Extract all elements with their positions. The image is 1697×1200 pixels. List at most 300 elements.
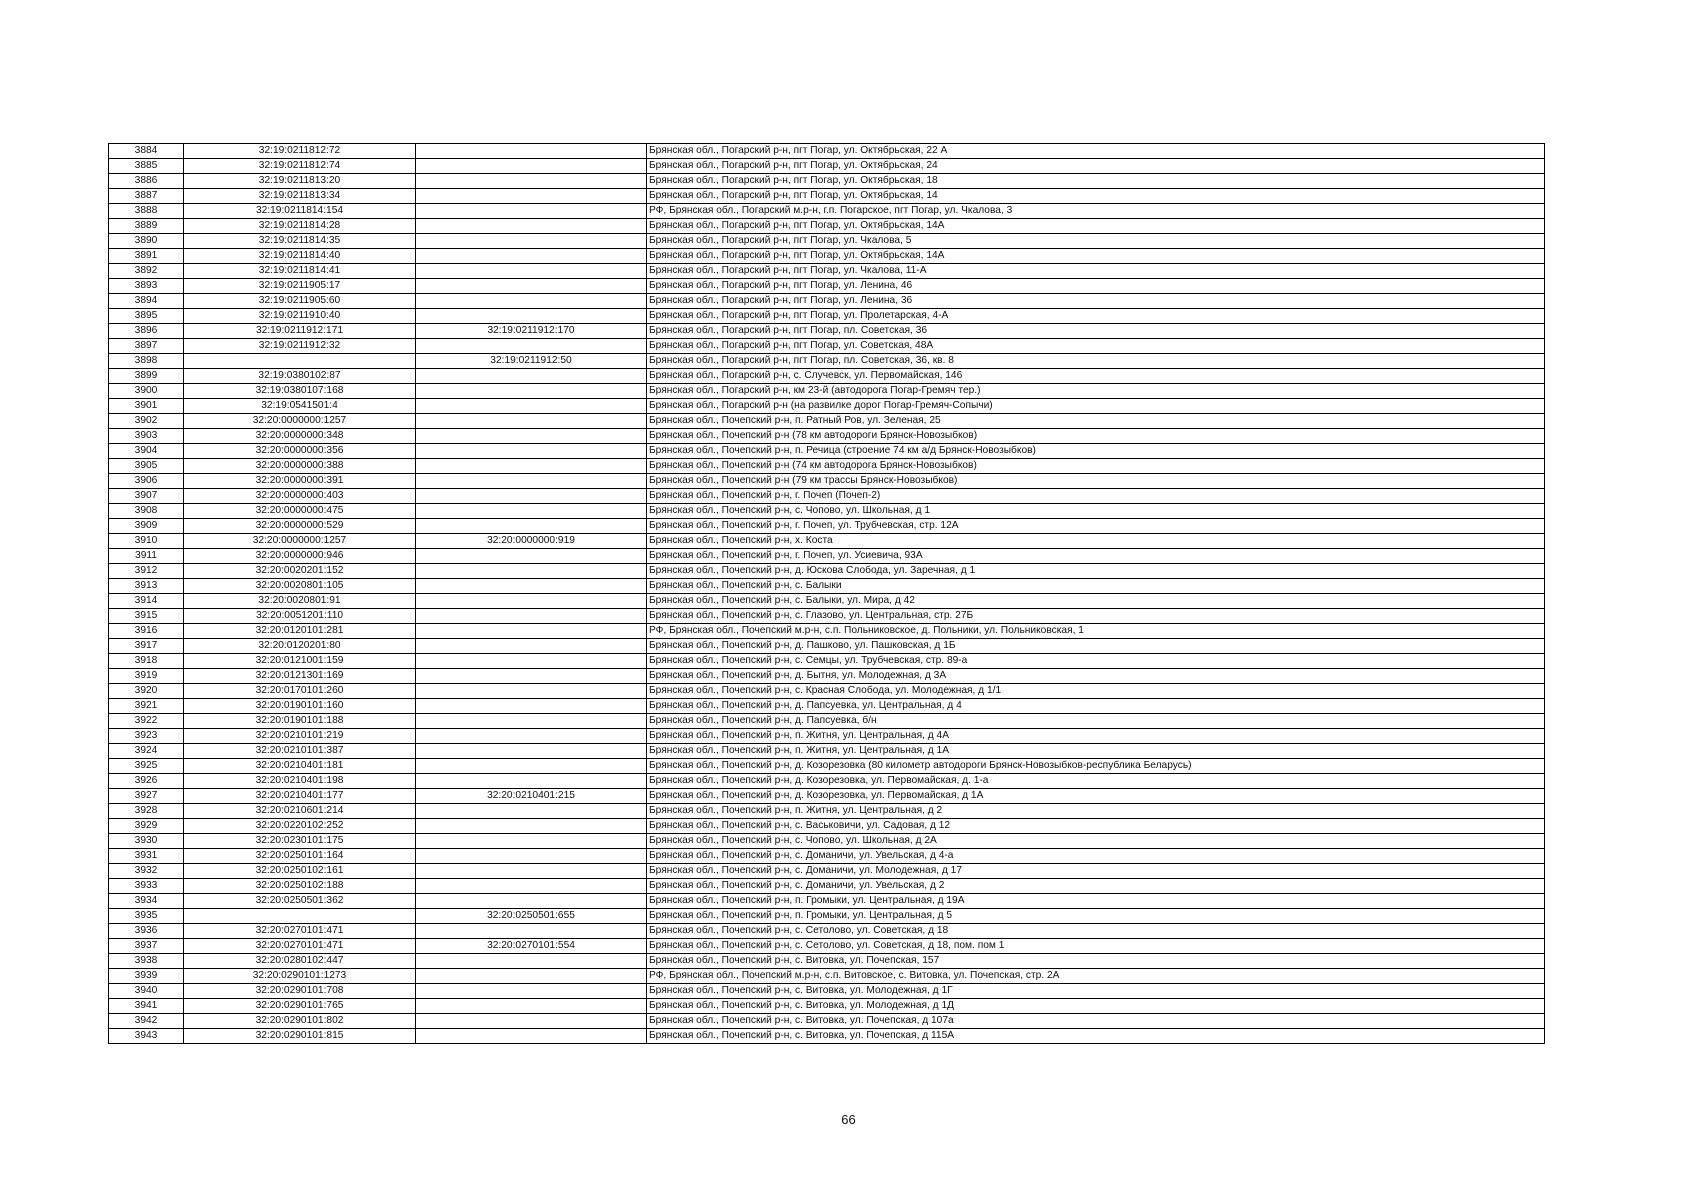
address-cell: Брянская обл., Погарский р-н, пгт Погар, пл. Советская, 36, кв. 8 — [647, 354, 1545, 369]
address-cell: Брянская обл., Почепский р-н, с. Витовка, ул. Почепская, д 107а — [647, 1014, 1545, 1029]
cadastral-number-cell: 32:20:0210101:387 — [184, 744, 416, 759]
table-row — [109, 879, 1545, 894]
row-number-cell: 3920 — [109, 684, 184, 699]
cadastral-number-cell — [184, 354, 416, 369]
related-cadastral-number-cell — [416, 624, 647, 639]
row-number-cell: 3928 — [109, 804, 184, 819]
table-row — [109, 159, 1545, 174]
address-cell: Брянская обл., Почепский р-н, с. Балыки — [647, 579, 1545, 594]
cadastral-number-cell: 32:19:0211812:74 — [184, 159, 416, 174]
row-number-cell: 3941 — [109, 999, 184, 1014]
address-cell: Брянская обл., Почепский р-н, д. Козорезовка (80 километр автодороги Брянск-Новозыбков-республика Беларусь) — [647, 759, 1545, 774]
cadastral-number-cell: 32:20:0290101:708 — [184, 984, 416, 999]
related-cadastral-number-cell: 32:19:0211912:50 — [416, 354, 647, 369]
address-cell: Брянская обл., Погарский р-н, пгт Погар, ул. Октябрьская, 18 — [647, 174, 1545, 189]
related-cadastral-number-cell — [416, 999, 647, 1014]
table-row — [109, 354, 1545, 369]
table-row — [109, 999, 1545, 1014]
table-row — [109, 774, 1545, 789]
address-cell: Брянская обл., Почепский р-н, с. Балыки, ул. Мира, д 42 — [647, 594, 1545, 609]
row-number-cell: 3907 — [109, 489, 184, 504]
related-cadastral-number-cell — [416, 279, 647, 294]
row-number-cell: 3942 — [109, 1014, 184, 1029]
address-cell: Брянская обл., Почепский р-н, п. Громыки, ул. Центральная, д 5 — [647, 909, 1545, 924]
related-cadastral-number-cell — [416, 294, 647, 309]
address-cell: Брянская обл., Почепский р-н, п. Громыки, ул. Центральная, д 19А — [647, 894, 1545, 909]
cadastral-number-cell: 32:20:0210401:198 — [184, 774, 416, 789]
row-number-cell: 3937 — [109, 939, 184, 954]
related-cadastral-number-cell — [416, 489, 647, 504]
cadastral-number-cell: 32:19:0211814:41 — [184, 264, 416, 279]
table-row — [109, 924, 1545, 939]
row-number-cell: 3913 — [109, 579, 184, 594]
row-number-cell: 3888 — [109, 204, 184, 219]
cadastral-number-cell: 32:20:0020801:91 — [184, 594, 416, 609]
row-number-cell: 3892 — [109, 264, 184, 279]
cadastral-number-cell: 32:19:0541501:4 — [184, 399, 416, 414]
related-cadastral-number-cell — [416, 369, 647, 384]
cadastral-number-cell: 32:20:0121001:159 — [184, 654, 416, 669]
address-cell: Брянская обл., Почепский р-н, д. Бытня, ул. Молодежная, д 3А — [647, 669, 1545, 684]
address-cell: Брянская обл., Погарский р-н, пгт Погар, ул. Октябрьская, 24 — [647, 159, 1545, 174]
table-row — [109, 564, 1545, 579]
related-cadastral-number-cell — [416, 729, 647, 744]
address-cell: Брянская обл., Погарский р-н, пгт Погар, пл. Советская, 36 — [647, 324, 1545, 339]
related-cadastral-number-cell — [416, 159, 647, 174]
row-number-cell: 3906 — [109, 474, 184, 489]
cadastral-number-cell: 32:20:0020801:105 — [184, 579, 416, 594]
address-cell: Брянская обл., Погарский р-н, пгт Погар, ул. Октябрьская, 14А — [647, 219, 1545, 234]
related-cadastral-number-cell — [416, 189, 647, 204]
related-cadastral-number-cell — [416, 609, 647, 624]
cadastral-number-cell: 32:20:0290101:765 — [184, 999, 416, 1014]
cadastral-number-cell: 32:20:0250102:188 — [184, 879, 416, 894]
row-number-cell: 3921 — [109, 699, 184, 714]
row-number-cell: 3936 — [109, 924, 184, 939]
related-cadastral-number-cell — [416, 414, 647, 429]
related-cadastral-number-cell — [416, 594, 647, 609]
row-number-cell: 3943 — [109, 1029, 184, 1044]
table-row — [109, 549, 1545, 564]
cadastral-number-cell: 32:20:0000000:475 — [184, 504, 416, 519]
table-row — [109, 1029, 1545, 1044]
table-row — [109, 414, 1545, 429]
row-number-cell: 3923 — [109, 729, 184, 744]
address-cell: Брянская обл., Почепский р-н, д. Пашково, ул. Пашковская, д 1Б — [647, 639, 1545, 654]
cadastral-number-cell: 32:20:0210601:214 — [184, 804, 416, 819]
cadastral-number-cell: 32:19:0380102:87 — [184, 369, 416, 384]
related-cadastral-number-cell — [416, 744, 647, 759]
related-cadastral-number-cell — [416, 804, 647, 819]
row-number-cell: 3902 — [109, 414, 184, 429]
address-cell: Брянская обл., Почепский р-н, с. Чопово, ул. Школьная, д 1 — [647, 504, 1545, 519]
cadastral-number-cell: 32:20:0270101:471 — [184, 939, 416, 954]
address-cell: РФ, Брянская обл., Погарский м.р-н, г.п. Погарское, пгт Погар, ул. Чкалова, 3 — [647, 204, 1545, 219]
table-row — [109, 144, 1545, 159]
address-cell: Брянская обл., Почепский р-н, п. Речица (строение 74 км а/д Брянск-Новозыбков) — [647, 444, 1545, 459]
address-cell: Брянская обл., Погарский р-н, с. Случевск, ул. Первомайская, 146 — [647, 369, 1545, 384]
cadastral-number-cell: 32:19:0211814:35 — [184, 234, 416, 249]
cadastral-number-cell: 32:19:0211813:34 — [184, 189, 416, 204]
related-cadastral-number-cell — [416, 984, 647, 999]
cadastral-number-cell: 32:19:0211905:17 — [184, 279, 416, 294]
row-number-cell: 3918 — [109, 654, 184, 669]
related-cadastral-number-cell — [416, 519, 647, 534]
address-cell: Брянская обл., Почепский р-н, с. Доманичи, ул. Увельская, д 2 — [647, 879, 1545, 894]
registry-table — [108, 143, 1545, 1044]
related-cadastral-number-cell — [416, 339, 647, 354]
address-cell: Брянская обл., Почепский р-н, с. Витовка, ул. Молодежная, д 1Д — [647, 999, 1545, 1014]
cadastral-number-cell: 32:19:0211814:28 — [184, 219, 416, 234]
row-number-cell: 3930 — [109, 834, 184, 849]
cadastral-number-cell: 32:20:0190101:160 — [184, 699, 416, 714]
address-cell: Брянская обл., Почепский р-н, г. Почеп, ул. Трубчевская, стр. 12А — [647, 519, 1545, 534]
row-number-cell: 3910 — [109, 534, 184, 549]
table-row — [109, 324, 1545, 339]
related-cadastral-number-cell — [416, 429, 647, 444]
address-cell: Брянская обл., Почепский р-н, п. Житня, ул. Центральная, д 1А — [647, 744, 1545, 759]
address-cell: Брянская обл., Почепский р-н, с. Сетолово, ул. Советская, д 18, пом. пом 1 — [647, 939, 1545, 954]
table-row — [109, 669, 1545, 684]
table-row — [109, 939, 1545, 954]
row-number-cell: 3917 — [109, 639, 184, 654]
table-row — [109, 984, 1545, 999]
row-number-cell: 3911 — [109, 549, 184, 564]
table-row — [109, 219, 1545, 234]
table-row — [109, 729, 1545, 744]
address-cell: Брянская обл., Погарский р-н, пгт Погар, ул. Октябрьская, 14А — [647, 249, 1545, 264]
cadastral-number-cell: 32:20:0000000:391 — [184, 474, 416, 489]
address-cell: Брянская обл., Почепский р-н (79 км трассы Брянск-Новозыбков) — [647, 474, 1545, 489]
row-number-cell: 3904 — [109, 444, 184, 459]
cadastral-number-cell: 32:20:0230101:175 — [184, 834, 416, 849]
row-number-cell: 3932 — [109, 864, 184, 879]
row-number-cell: 3889 — [109, 219, 184, 234]
row-number-cell: 3887 — [109, 189, 184, 204]
related-cadastral-number-cell — [416, 474, 647, 489]
table-row — [109, 819, 1545, 834]
table-row — [109, 309, 1545, 324]
row-number-cell: 3894 — [109, 294, 184, 309]
address-cell: Брянская обл., Погарский р-н, пгт Погар, ул. Октябрьская, 14 — [647, 189, 1545, 204]
cadastral-number-cell: 32:20:0250501:362 — [184, 894, 416, 909]
table-row — [109, 474, 1545, 489]
cadastral-number-cell: 32:20:0000000:403 — [184, 489, 416, 504]
row-number-cell: 3924 — [109, 744, 184, 759]
row-number-cell: 3929 — [109, 819, 184, 834]
address-cell: Брянская обл., Погарский р-н, пгт Погар, ул. Октябрьская, 22 А — [647, 144, 1545, 159]
address-cell: Брянская обл., Погарский р-н, пгт Погар, ул. Чкалова, 11-А — [647, 264, 1545, 279]
row-number-cell: 3914 — [109, 594, 184, 609]
related-cadastral-number-cell — [416, 309, 647, 324]
cadastral-number-cell: 32:20:0210401:177 — [184, 789, 416, 804]
table-row — [109, 864, 1545, 879]
row-number-cell: 3926 — [109, 774, 184, 789]
row-number-cell: 3903 — [109, 429, 184, 444]
related-cadastral-number-cell — [416, 204, 647, 219]
table-row — [109, 204, 1545, 219]
related-cadastral-number-cell — [416, 549, 647, 564]
address-cell: Брянская обл., Почепский р-н, п. Ратный Ров, ул. Зеленая, 25 — [647, 414, 1545, 429]
row-number-cell: 3898 — [109, 354, 184, 369]
address-cell: Брянская обл., Почепский р-н, д. Папсуевка, б/н — [647, 714, 1545, 729]
row-number-cell: 3890 — [109, 234, 184, 249]
table-row — [109, 609, 1545, 624]
related-cadastral-number-cell — [416, 504, 647, 519]
cadastral-number-cell: 32:19:0211812:72 — [184, 144, 416, 159]
address-cell: Брянская обл., Почепский р-н, с. Красная Слобода, ул. Молодежная, д 1/1 — [647, 684, 1545, 699]
related-cadastral-number-cell — [416, 849, 647, 864]
table-row — [109, 954, 1545, 969]
row-number-cell: 3925 — [109, 759, 184, 774]
table-row — [109, 579, 1545, 594]
address-cell: Брянская обл., Почепский р-н, с. Доманичи, ул. Увельская, д 4-а — [647, 849, 1545, 864]
cadastral-number-cell: 32:20:0000000:946 — [184, 549, 416, 564]
table-row — [109, 744, 1545, 759]
row-number-cell: 3908 — [109, 504, 184, 519]
table-row — [109, 699, 1545, 714]
table-row — [109, 969, 1545, 984]
address-cell: Брянская обл., Почепский р-н, с. Витовка, ул. Почепская, 157 — [647, 954, 1545, 969]
row-number-cell: 3912 — [109, 564, 184, 579]
row-number-cell: 3931 — [109, 849, 184, 864]
address-cell: Брянская обл., Погарский р-н, пгт Погар, ул. Пролетарская, 4-А — [647, 309, 1545, 324]
cadastral-number-cell: 32:19:0380107:168 — [184, 384, 416, 399]
cadastral-number-cell: 32:20:0000000:356 — [184, 444, 416, 459]
table-row — [109, 369, 1545, 384]
row-number-cell: 3897 — [109, 339, 184, 354]
related-cadastral-number-cell: 32:20:0250501:655 — [416, 909, 647, 924]
row-number-cell: 3939 — [109, 969, 184, 984]
cadastral-number-cell: 32:20:0270101:471 — [184, 924, 416, 939]
cadastral-number-cell: 32:20:0020201:152 — [184, 564, 416, 579]
cadastral-number-cell: 32:20:0170101:260 — [184, 684, 416, 699]
related-cadastral-number-cell — [416, 879, 647, 894]
cadastral-number-cell: 32:20:0000000:388 — [184, 459, 416, 474]
address-cell: Брянская обл., Почепский р-н, д. Юскова Слобода, ул. Заречная, д 1 — [647, 564, 1545, 579]
cadastral-number-cell: 32:20:0290101:1273 — [184, 969, 416, 984]
cadastral-number-cell: 32:20:0290101:802 — [184, 1014, 416, 1029]
cadastral-number-cell: 32:20:0121301:169 — [184, 669, 416, 684]
row-number-cell: 3899 — [109, 369, 184, 384]
address-cell: Брянская обл., Почепский р-н, с. Глазово, ул. Центральная, стр. 27Б — [647, 609, 1545, 624]
table-row — [109, 909, 1545, 924]
row-number-cell: 3922 — [109, 714, 184, 729]
table-row — [109, 339, 1545, 354]
related-cadastral-number-cell — [416, 819, 647, 834]
table-row — [109, 594, 1545, 609]
cadastral-number-cell: 32:20:0250101:164 — [184, 849, 416, 864]
table-row — [109, 1014, 1545, 1029]
table-row — [109, 684, 1545, 699]
related-cadastral-number-cell — [416, 459, 647, 474]
cadastral-number-cell: 32:20:0280102:447 — [184, 954, 416, 969]
related-cadastral-number-cell: 32:19:0211912:170 — [416, 324, 647, 339]
row-number-cell: 3893 — [109, 279, 184, 294]
address-cell: Брянская обл., Почепский р-н, д. Козорезовка, ул. Первомайская, д. 1-а — [647, 774, 1545, 789]
table-row — [109, 534, 1545, 549]
address-cell: Брянская обл., Почепский р-н (74 км автодорога Брянск-Новозыбков) — [647, 459, 1545, 474]
table-row — [109, 429, 1545, 444]
cadastral-number-cell: 32:20:0000000:529 — [184, 519, 416, 534]
cadastral-number-cell: 32:20:0290101:815 — [184, 1029, 416, 1044]
address-cell: Брянская обл., Почепский р-н, с. Васьковичи, ул. Садовая, д 12 — [647, 819, 1545, 834]
address-cell: РФ, Брянская обл., Почепский м.р-н, с.п. Витовское, с. Витовка, ул. Почепская, стр. 2А — [647, 969, 1545, 984]
table-row — [109, 384, 1545, 399]
table-row — [109, 789, 1545, 804]
related-cadastral-number-cell: 32:20:0000000:919 — [416, 534, 647, 549]
cadastral-number-cell: 32:19:0211910:40 — [184, 309, 416, 324]
related-cadastral-number-cell — [416, 954, 647, 969]
row-number-cell: 3884 — [109, 144, 184, 159]
related-cadastral-number-cell — [416, 684, 647, 699]
table-row — [109, 174, 1545, 189]
related-cadastral-number-cell — [416, 234, 647, 249]
table-row — [109, 834, 1545, 849]
address-cell: Брянская обл., Почепский р-н, г. Почеп, ул. Усиевича, 93А — [647, 549, 1545, 564]
row-number-cell: 3915 — [109, 609, 184, 624]
registry-table-body — [109, 144, 1545, 1044]
related-cadastral-number-cell — [416, 174, 647, 189]
row-number-cell: 3927 — [109, 789, 184, 804]
related-cadastral-number-cell — [416, 144, 647, 159]
table-row — [109, 249, 1545, 264]
cadastral-number-cell: 32:19:0211912:32 — [184, 339, 416, 354]
cadastral-number-cell: 32:20:0210401:181 — [184, 759, 416, 774]
related-cadastral-number-cell — [416, 894, 647, 909]
related-cadastral-number-cell — [416, 444, 647, 459]
row-number-cell: 3896 — [109, 324, 184, 339]
address-cell: РФ, Брянская обл., Почепский м.р-н, с.п. Польниковское, д. Польники, ул. Польниковская, 1 — [647, 624, 1545, 639]
address-cell: Брянская обл., Почепский р-н, с. Доманичи, ул. Молодежная, д 17 — [647, 864, 1545, 879]
address-cell: Брянская обл., Погарский р-н, пгт Погар, ул. Советская, 48А — [647, 339, 1545, 354]
cadastral-number-cell: 32:20:0000000:1257 — [184, 534, 416, 549]
related-cadastral-number-cell — [416, 669, 647, 684]
row-number-cell: 3885 — [109, 159, 184, 174]
cadastral-number-cell — [184, 909, 416, 924]
cadastral-number-cell: 32:20:0190101:188 — [184, 714, 416, 729]
cadastral-number-cell: 32:20:0000000:348 — [184, 429, 416, 444]
row-number-cell: 3916 — [109, 624, 184, 639]
related-cadastral-number-cell — [416, 834, 647, 849]
related-cadastral-number-cell — [416, 714, 647, 729]
table-row — [109, 264, 1545, 279]
address-cell: Брянская обл., Почепский р-н, д. Козорезовка, ул. Первомайская, д 1А — [647, 789, 1545, 804]
related-cadastral-number-cell — [416, 564, 647, 579]
cadastral-number-cell: 32:19:0211912:171 — [184, 324, 416, 339]
related-cadastral-number-cell — [416, 759, 647, 774]
row-number-cell: 3886 — [109, 174, 184, 189]
related-cadastral-number-cell — [416, 774, 647, 789]
related-cadastral-number-cell — [416, 264, 647, 279]
table-row — [109, 804, 1545, 819]
row-number-cell: 3935 — [109, 909, 184, 924]
address-cell: Брянская обл., Почепский р-н, с. Семцы, ул. Трубчевская, стр. 89-а — [647, 654, 1545, 669]
table-row — [109, 894, 1545, 909]
address-cell: Брянская обл., Почепский р-н, п. Житня, ул. Центральная, д 4А — [647, 729, 1545, 744]
row-number-cell: 3891 — [109, 249, 184, 264]
address-cell: Брянская обл., Погарский р-н (на развилке дорог Погар-Гремяч-Сопычи) — [647, 399, 1545, 414]
related-cadastral-number-cell — [416, 654, 647, 669]
related-cadastral-number-cell: 32:20:0210401:215 — [416, 789, 647, 804]
cadastral-number-cell: 32:20:0051201:110 — [184, 609, 416, 624]
address-cell: Брянская обл., Почепский р-н, с. Витовка, ул. Почепская, д 115А — [647, 1029, 1545, 1044]
related-cadastral-number-cell — [416, 864, 647, 879]
page-number: 66 — [841, 1112, 856, 1127]
row-number-cell: 3901 — [109, 399, 184, 414]
row-number-cell: 3933 — [109, 879, 184, 894]
row-number-cell: 3938 — [109, 954, 184, 969]
cadastral-number-cell: 32:20:0120101:281 — [184, 624, 416, 639]
address-cell: Брянская обл., Почепский р-н, п. Житня, ул. Центральная, д 2 — [647, 804, 1545, 819]
row-number-cell: 3895 — [109, 309, 184, 324]
related-cadastral-number-cell — [416, 1029, 647, 1044]
related-cadastral-number-cell — [416, 969, 647, 984]
address-cell: Брянская обл., Почепский р-н, с. Сетолово, ул. Советская, д 18 — [647, 924, 1545, 939]
address-cell: Брянская обл., Почепский р-н, с. Чопово, ул. Школьная, д 2А — [647, 834, 1545, 849]
row-number-cell: 3900 — [109, 384, 184, 399]
cadastral-number-cell: 32:19:0211814:40 — [184, 249, 416, 264]
related-cadastral-number-cell — [416, 384, 647, 399]
related-cadastral-number-cell — [416, 639, 647, 654]
table-row — [109, 639, 1545, 654]
related-cadastral-number-cell — [416, 399, 647, 414]
related-cadastral-number-cell — [416, 579, 647, 594]
cadastral-number-cell: 32:19:0211905:60 — [184, 294, 416, 309]
row-number-cell: 3919 — [109, 669, 184, 684]
cadastral-number-cell: 32:20:0220102:252 — [184, 819, 416, 834]
address-cell: Брянская обл., Погарский р-н, пгт Погар, ул. Ленина, 36 — [647, 294, 1545, 309]
table-row — [109, 399, 1545, 414]
table-row — [109, 624, 1545, 639]
related-cadastral-number-cell: 32:20:0270101:554 — [416, 939, 647, 954]
cadastral-number-cell: 32:19:0211814:154 — [184, 204, 416, 219]
table-row — [109, 459, 1545, 474]
address-cell: Брянская обл., Почепский р-н, д. Папсуевка, ул. Центральная, д 4 — [647, 699, 1545, 714]
table-row — [109, 444, 1545, 459]
table-row — [109, 189, 1545, 204]
related-cadastral-number-cell — [416, 699, 647, 714]
related-cadastral-number-cell — [416, 1014, 647, 1029]
cadastral-number-cell: 32:19:0211813:20 — [184, 174, 416, 189]
row-number-cell: 3934 — [109, 894, 184, 909]
row-number-cell: 3905 — [109, 459, 184, 474]
address-cell: Брянская обл., Почепский р-н, г. Почеп (Почеп-2) — [647, 489, 1545, 504]
table-row — [109, 489, 1545, 504]
row-number-cell: 3940 — [109, 984, 184, 999]
table-row — [109, 714, 1545, 729]
cadastral-number-cell: 32:20:0250102:161 — [184, 864, 416, 879]
address-cell: Брянская обл., Погарский р-н, пгт Погар, ул. Ленина, 46 — [647, 279, 1545, 294]
table-row — [109, 519, 1545, 534]
cadastral-number-cell: 32:20:0210101:219 — [184, 729, 416, 744]
address-cell: Брянская обл., Почепский р-н (78 км автодороги Брянск-Новозыбков) — [647, 429, 1545, 444]
related-cadastral-number-cell — [416, 924, 647, 939]
table-row — [109, 234, 1545, 249]
table-row — [109, 294, 1545, 309]
table-row — [109, 654, 1545, 669]
table-row — [109, 849, 1545, 864]
related-cadastral-number-cell — [416, 249, 647, 264]
table-row — [109, 759, 1545, 774]
table-row — [109, 504, 1545, 519]
address-cell: Брянская обл., Почепский р-н, с. Витовка, ул. Молодежная, д 1Г — [647, 984, 1545, 999]
table-row — [109, 279, 1545, 294]
address-cell: Брянская обл., Почепский р-н, х. Коста — [647, 534, 1545, 549]
related-cadastral-number-cell — [416, 219, 647, 234]
cadastral-number-cell: 32:20:0000000:1257 — [184, 414, 416, 429]
cadastral-number-cell: 32:20:0120201:80 — [184, 639, 416, 654]
